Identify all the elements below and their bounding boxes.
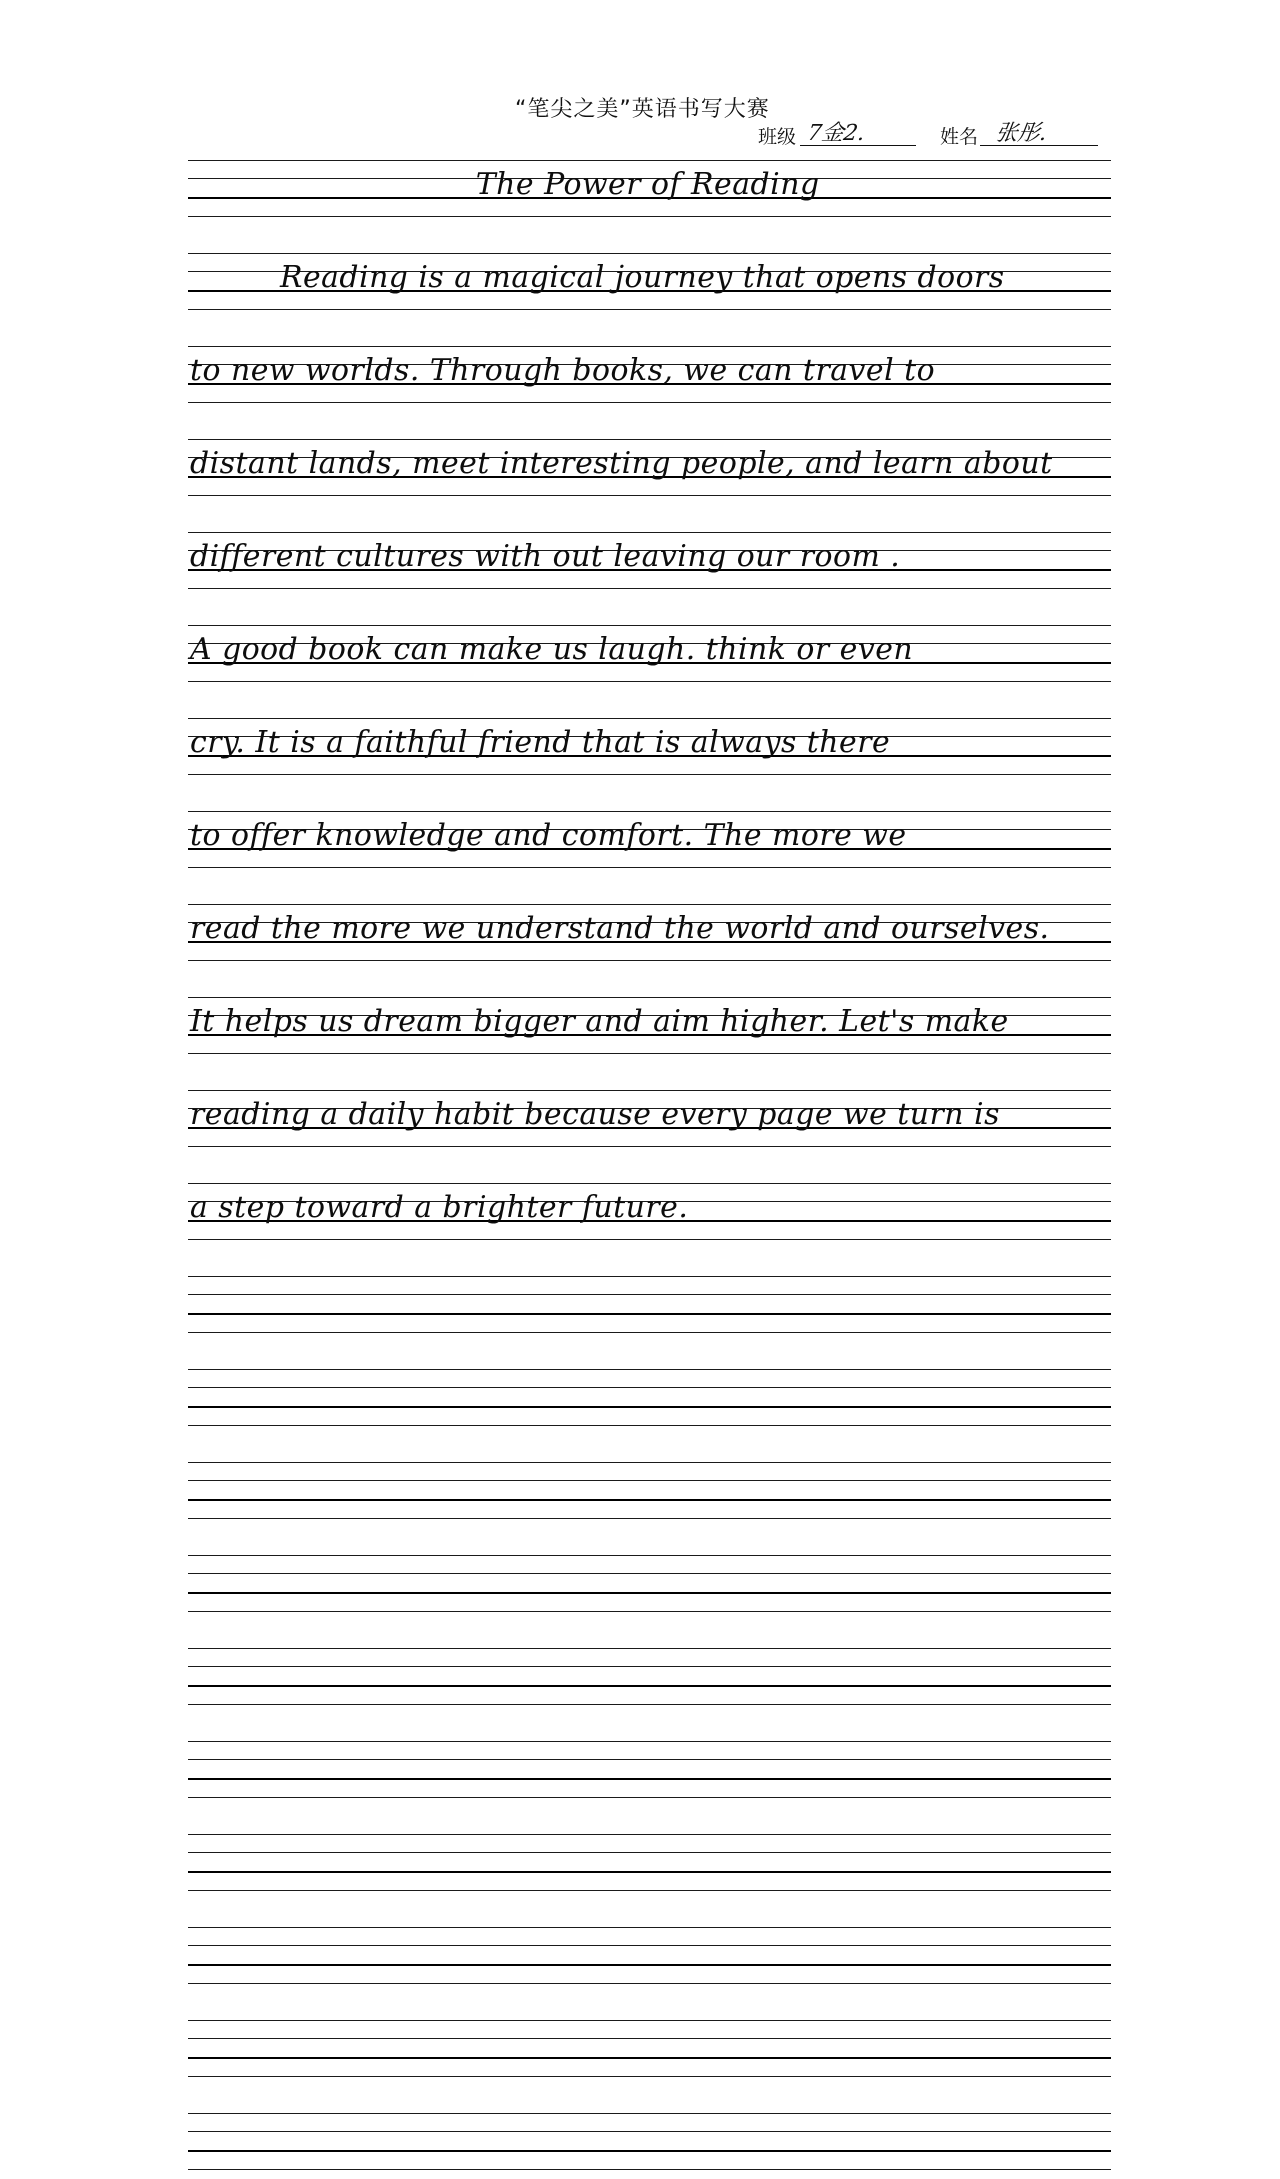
- ruled-line: [188, 1332, 1111, 1333]
- ruled-line: [188, 1462, 1111, 1463]
- ruled-line: [188, 625, 1111, 626]
- handwritten-line: to new worlds. Through books, we can travel to: [190, 353, 936, 388]
- class-label: 班级: [758, 126, 797, 148]
- ruled-line: [188, 1276, 1111, 1277]
- handwritten-line: a step toward a brighter future.: [190, 1190, 689, 1225]
- writing-staff: [188, 346, 1111, 412]
- ruled-line: [188, 1555, 1111, 1556]
- writing-staff: [188, 2113, 1111, 2179]
- writing-staff: [188, 997, 1111, 1063]
- writing-staff: [188, 1090, 1111, 1156]
- ruled-line: [188, 1183, 1111, 1184]
- ruled-line: [188, 1090, 1111, 1091]
- essay-title: The Power of Reading: [475, 167, 820, 202]
- ruled-line: [188, 681, 1111, 682]
- baseline-rule: [188, 1313, 1111, 1315]
- ruled-line: [188, 1239, 1111, 1240]
- ruled-line: [188, 588, 1111, 589]
- title-staff: [188, 160, 1111, 226]
- class-value: 7金2.: [805, 121, 867, 146]
- handwritten-line: to offer knowledge and comfort. The more we: [190, 818, 907, 853]
- writing-staff: [188, 1183, 1111, 1249]
- ruled-line: [188, 1983, 1111, 1984]
- ruled-line: [188, 1945, 1111, 1946]
- ruled-line: [188, 1387, 1111, 1388]
- writing-staff: [188, 532, 1111, 598]
- ruled-line: [188, 1573, 1111, 1574]
- ruled-line: [188, 1294, 1111, 1295]
- writing-staff: [188, 904, 1111, 970]
- writing-staff: [188, 625, 1111, 691]
- ruled-line: [188, 1797, 1111, 1798]
- ruled-line: [188, 867, 1111, 868]
- ruled-line: [188, 2020, 1111, 2021]
- ruled-line: [188, 1053, 1111, 1054]
- handwritten-line: reading a daily habit because every page we turn is: [190, 1097, 1000, 1132]
- writing-staff: [188, 253, 1111, 319]
- handwritten-line: A good book can make us laugh. think or even: [190, 632, 914, 667]
- handwritten-line: Reading is a magical journey that opens doors: [280, 260, 1005, 295]
- ruled-line: [188, 532, 1111, 533]
- handwritten-line: distant lands, meet interesting people, and learn about: [190, 446, 1053, 481]
- handwritten-line: It helps us dream bigger and aim higher. Let's make: [190, 1004, 1009, 1039]
- ruled-line: [188, 309, 1111, 310]
- ruled-line: [188, 1146, 1111, 1147]
- writing-staff: [188, 2020, 1111, 2086]
- ruled-line: [188, 960, 1111, 961]
- ruled-line: [188, 402, 1111, 403]
- ruled-line: [188, 2113, 1111, 2114]
- ruled-line: [188, 2131, 1111, 2132]
- writing-staff: [188, 439, 1111, 505]
- ruled-line: [188, 495, 1111, 496]
- ruled-line: [188, 1369, 1111, 1370]
- ruled-line: [188, 1834, 1111, 1835]
- writing-staff: [188, 1369, 1111, 1435]
- ruled-line: [188, 1852, 1111, 1853]
- baseline-rule: [188, 1406, 1111, 1408]
- baseline-rule: [188, 1685, 1111, 1687]
- ruled-line: [188, 1927, 1111, 1928]
- name-value: 张彤.: [993, 121, 1049, 146]
- ruled-line: [188, 1666, 1111, 1667]
- ruled-line: [188, 1741, 1111, 1742]
- ruled-line: [188, 1890, 1111, 1891]
- contest-title: “笔尖之美”英语书写大赛: [515, 97, 770, 122]
- baseline-rule: [188, 1778, 1111, 1780]
- ruled-line: [188, 1704, 1111, 1705]
- ruled-line: [188, 216, 1111, 217]
- class-field: [758, 116, 918, 146]
- ruled-line: [188, 160, 1111, 161]
- ruled-line: [188, 253, 1111, 254]
- ruled-line: [188, 718, 1111, 719]
- writing-staff: [188, 1276, 1111, 1342]
- writing-staff: [188, 1927, 1111, 1993]
- ruled-line: [188, 811, 1111, 812]
- ruled-line: [188, 1648, 1111, 1649]
- name-field: [940, 116, 1100, 146]
- baseline-rule: [188, 1499, 1111, 1501]
- baseline-rule: [188, 2057, 1111, 2059]
- writing-staff: [188, 811, 1111, 877]
- baseline-rule: [188, 1964, 1111, 1966]
- writing-staff: [188, 1834, 1111, 1900]
- writing-staff: [188, 718, 1111, 784]
- ruled-line: [188, 1759, 1111, 1760]
- writing-staff: [188, 1555, 1111, 1621]
- name-label: 姓名: [940, 126, 979, 148]
- ruled-line: [188, 904, 1111, 905]
- ruled-line: [188, 2169, 1111, 2170]
- baseline-rule: [188, 2150, 1111, 2152]
- ruled-line: [188, 1480, 1111, 1481]
- ruled-line: [188, 2038, 1111, 2039]
- baseline-rule: [188, 1592, 1111, 1594]
- handwritten-line: cry. It is a faithful friend that is always there: [190, 725, 891, 760]
- writing-staff: [188, 1741, 1111, 1807]
- baseline-rule: [188, 1871, 1111, 1873]
- writing-staff: [188, 1462, 1111, 1528]
- ruled-line: [188, 1611, 1111, 1612]
- ruled-line: [188, 346, 1111, 347]
- ruled-line: [188, 439, 1111, 440]
- handwritten-line: read the more we understand the world and ourselves.: [190, 911, 1050, 946]
- ruled-line: [188, 997, 1111, 998]
- ruled-line: [188, 774, 1111, 775]
- ruled-line: [188, 1518, 1111, 1519]
- writing-staff: [188, 1648, 1111, 1714]
- ruled-line: [188, 2076, 1111, 2077]
- ruled-line: [188, 1425, 1111, 1426]
- handwritten-line: different cultures with out leaving our room .: [190, 539, 901, 574]
